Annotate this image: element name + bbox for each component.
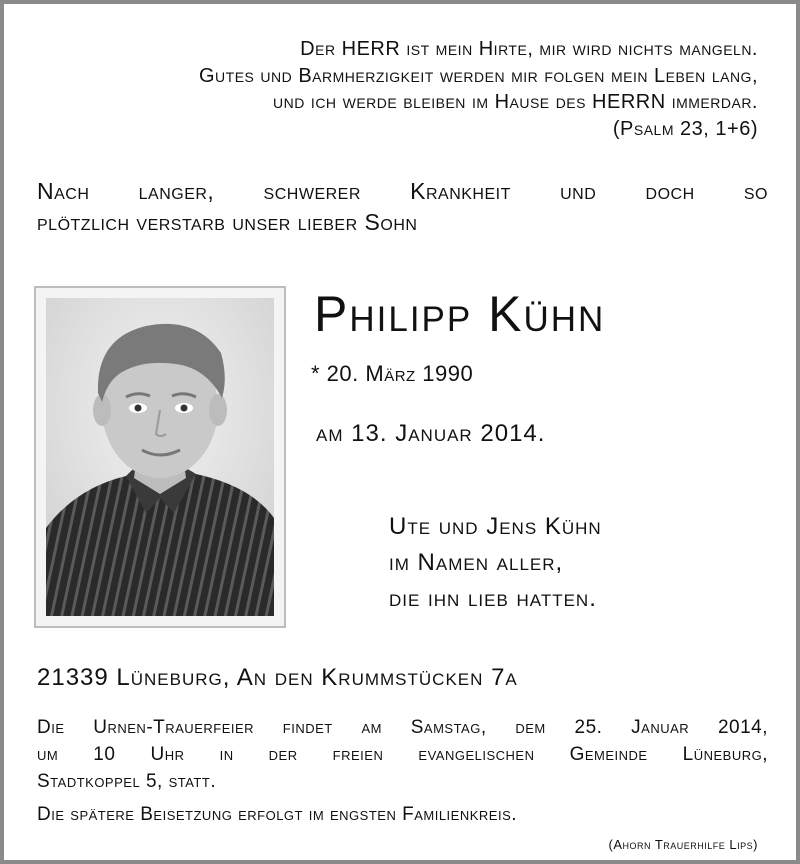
psalm-line: und ich werde bleiben im Hause des HERRN immerdar. (273, 91, 758, 113)
birth-date: * 20. März 1990 (311, 361, 474, 386)
ceremony-line: Stadtkoppel 5, statt. (37, 771, 217, 792)
psalm-reference: (Psalm 23, 1+6) (612, 117, 758, 140)
psalm-line: Gutes und Barmherzigkeit werden mir folgen mein Leben lang, (198, 64, 758, 87)
psalm-line: Der HERR ist mein Hirte, mir wird nichts mangeln. (300, 38, 758, 60)
burial-info: Die spätere Beisetzung erfolgt im engsten Familienkreis. (37, 804, 518, 825)
ceremony-line: um 10 Uhr in der freien evangelischen Gemeinde Lüneburg, (37, 744, 768, 765)
portrait-illustration (46, 298, 274, 616)
funeral-home-credit: (Ahorn Trauerhilfe Lips) (608, 837, 758, 852)
family-signature (389, 509, 602, 617)
family-line: Ute und Jens Kühn (389, 513, 602, 540)
portrait-photo (46, 298, 274, 616)
family-address: 21339 Lüneburg, An den Krummstücken 7a (37, 664, 518, 691)
ceremony-info (37, 714, 768, 795)
intro-text (37, 176, 768, 238)
intro-line: Nach langer, schwerer Krankheit und doch so (37, 178, 768, 204)
family-line: die ihn lieb hatten. (389, 585, 597, 612)
family-line: im Namen aller, (389, 549, 564, 576)
psalm-quote (18, 36, 758, 142)
ceremony-line: Die Urnen-Trauerfeier findet am Samstag, dem 25. Januar 2014, (37, 717, 768, 738)
death-date: am 13. Januar 2014. (316, 420, 546, 447)
deceased-name: Philipp Kühn (314, 286, 606, 342)
photo-frame (34, 286, 286, 628)
intro-line: plötzlich verstarb unser lieber Sohn (37, 209, 418, 235)
